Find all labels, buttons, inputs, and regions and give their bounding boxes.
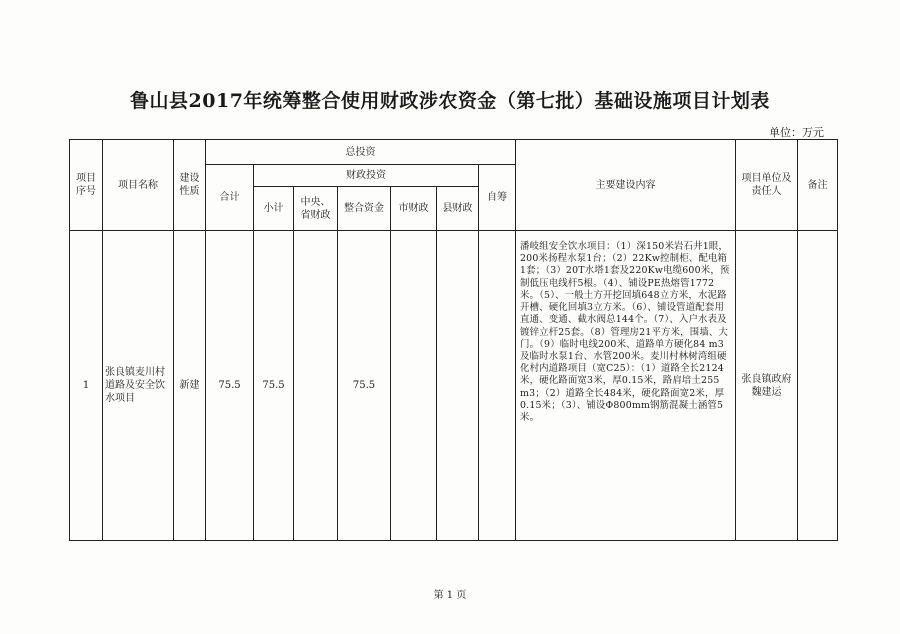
- page-number: 第 1 页: [433, 590, 467, 601]
- unit-label: 单位：万元: [769, 126, 824, 139]
- header-county: 县财政: [437, 187, 479, 231]
- table-row: [70, 231, 838, 541]
- cell-sum: 75.5: [206, 231, 254, 541]
- cell-name: 张良镇麦川村道路及安全饮水项目: [103, 231, 174, 541]
- header-integrated: 整合资金: [338, 187, 391, 231]
- header-total-invest: 总投资: [206, 140, 516, 165]
- header-nature: 建设性质: [174, 140, 206, 231]
- header-name: 项目名称: [103, 140, 174, 231]
- cell-owner: 张良镇政府魏建运: [736, 231, 798, 541]
- header-self: 自筹: [479, 165, 516, 231]
- header-central: 中央、省财政: [294, 187, 338, 231]
- cell-city: [391, 231, 437, 541]
- cell-content: 潘岐组安全饮水项目：（1）深150米岩石井1眼，200米扬程水泵1台；（2）22Kw控制柜、配电箱1套；（3）20T水塔1套及220Kw电缆600米，预制低压电线杆5根。（4）、铺设PE热熔管1772米。（5）、一般土方开挖回填648立方米，水泥路开槽、硬化回填3立方米。（6）、铺设管道配套用直通、变通、截水阀总144个。（7）、入户水表及镀锌立杆25套。（8）管理房21平方米，围墙、大门。（9）临时电线200米、道路单方硬化84 m3及临时水泵1台、水管200米。麦川村林树湾组硬化村内道路项目（宽C25）：（1）道路全长2124米，硬化路面宽3米，厚0.15米，路肩培土255 m3；（2）道路全长484米，硬化路面宽2米，厚0.15米；（3）、铺设Φ800mm钢筋混凝土涵管5米。: [516, 231, 736, 541]
- cell-nature: 新建: [174, 231, 206, 541]
- cell-integrated: 75.5: [338, 231, 391, 541]
- header-sum: 合计: [206, 165, 254, 231]
- cell-central: [294, 231, 338, 541]
- header-owner: 项目单位及责任人: [736, 140, 798, 231]
- cell-note: [798, 231, 838, 541]
- header-fiscal: 财政投资: [254, 165, 479, 187]
- header-seq: 项目序号: [70, 140, 103, 231]
- cell-self: [479, 231, 516, 541]
- project-plan-table: [69, 139, 838, 541]
- cell-seq: 1: [70, 231, 103, 541]
- header-city: 市财政: [391, 187, 437, 231]
- cell-subtotal: 75.5: [254, 231, 294, 541]
- cell-county: [437, 231, 479, 541]
- header-subtotal: 小计: [254, 187, 294, 231]
- header-row-1: [70, 140, 838, 165]
- page-title: 鲁山县2017年统筹整合使用财政涉农资金（第七批）基础设施项目计划表: [130, 90, 770, 112]
- header-note: 备注: [798, 140, 838, 231]
- header-content: 主要建设内容: [516, 140, 736, 231]
